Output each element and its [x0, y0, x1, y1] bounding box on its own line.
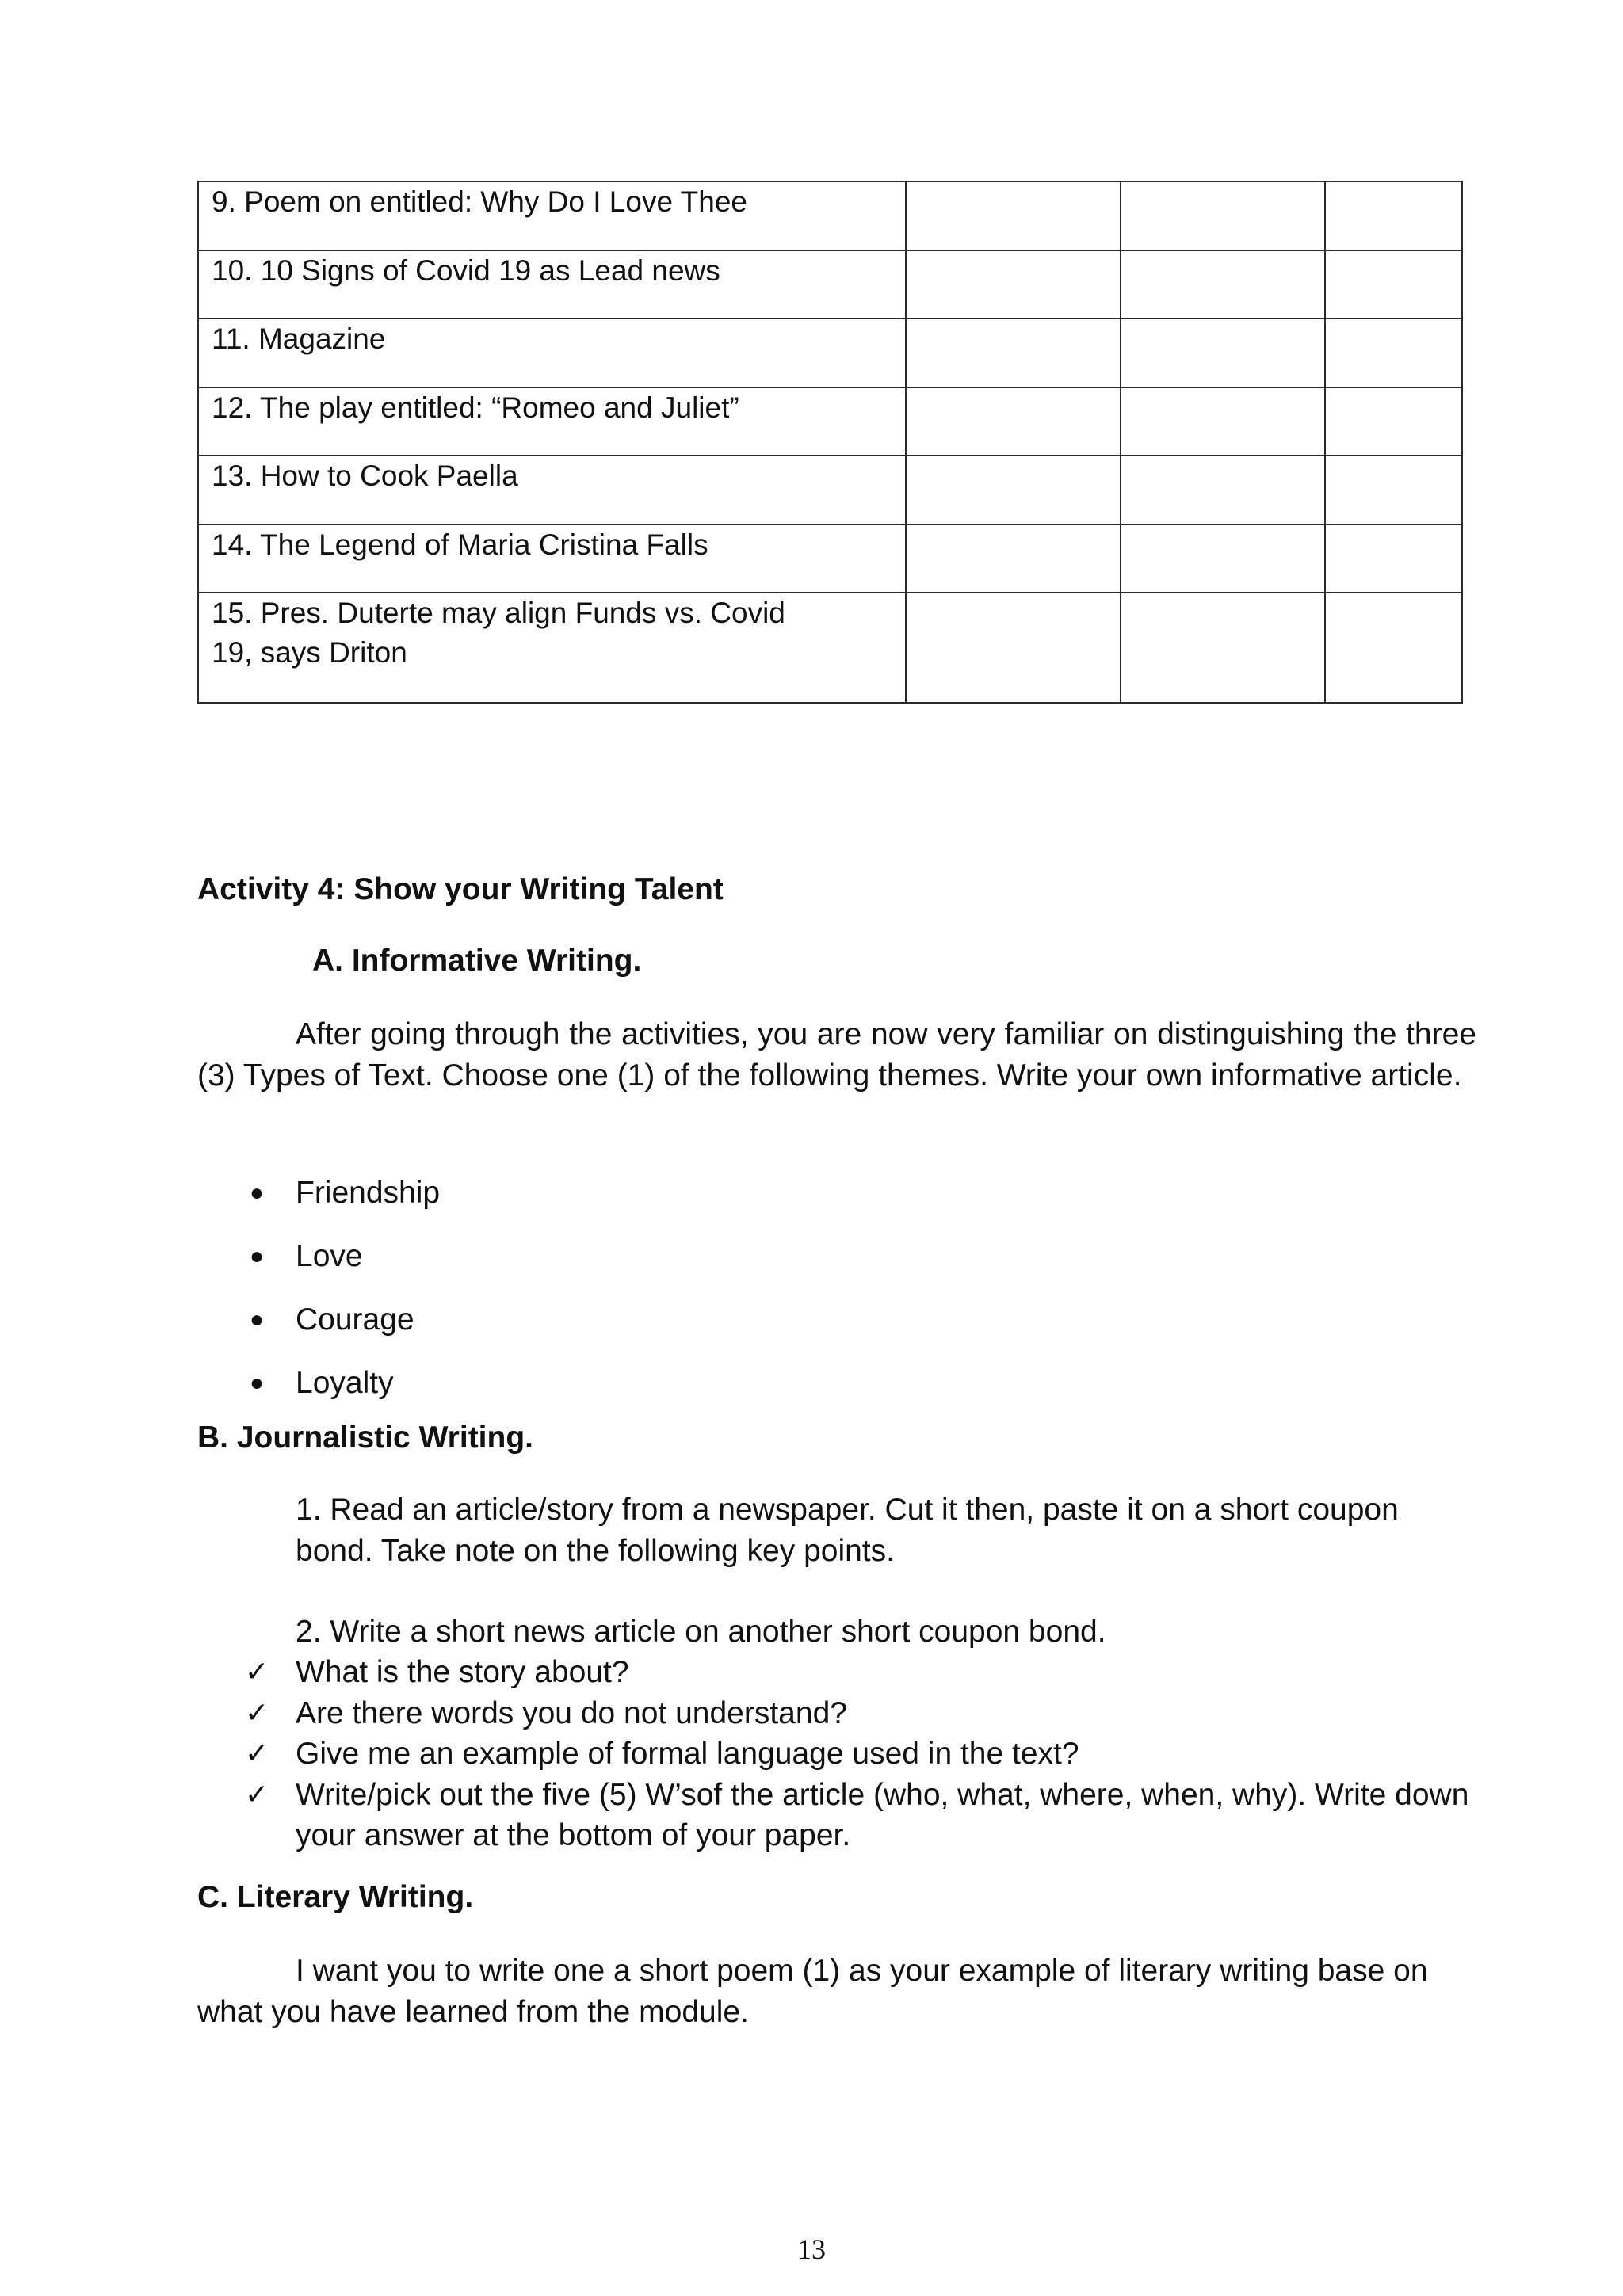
item-text: 13. How to Cook Paella: [212, 460, 518, 492]
checklist-text: What is the story about?: [296, 1655, 629, 1689]
table-cell-item: [198, 250, 906, 319]
table-cell-answer[interactable]: [1121, 250, 1325, 319]
table-cell-answer[interactable]: [906, 318, 1121, 387]
theme-label: Friendship: [296, 1176, 441, 1210]
table-cell-answer[interactable]: [906, 250, 1121, 319]
table-cell-answer[interactable]: [906, 387, 1121, 456]
table-row: [198, 181, 1462, 250]
list-item: [197, 1652, 1476, 1693]
section-b-heading: B. Journalistic Writing.: [197, 1421, 533, 1455]
checklist-text: Write/pick out the five (5) W’sof the article (who, what, where, when, why). Write down your answer at the bottom of your paper.: [296, 1777, 1469, 1852]
list-item: [197, 1173, 990, 1236]
table-cell-answer[interactable]: [906, 456, 1121, 524]
table-row: [198, 250, 1462, 319]
table-cell-answer[interactable]: [1325, 318, 1462, 387]
table-row: [198, 387, 1462, 456]
table-cell-item: [198, 524, 906, 593]
list-item: [197, 1299, 990, 1363]
bullet-icon: ●: [250, 1243, 265, 1269]
list-item: [197, 1775, 1476, 1856]
table-cell-answer[interactable]: [1121, 593, 1325, 703]
checklist-text: Are there words you do not understand?: [296, 1695, 847, 1730]
table-row: [198, 318, 1462, 387]
table-cell-answer[interactable]: [1325, 456, 1462, 524]
theme-label: Loyalty: [296, 1366, 394, 1400]
checkmark-icon: ✓: [245, 1737, 269, 1770]
section-a-paragraph: After going through the activities, you are now very familiar on distinguishing the three (3) Types of Text. Choose one (1) of the following themes. Write your own informative article.: [197, 1017, 1476, 1093]
section-b-step1: 1. Read an article/story from a newspaper. Cut it then, paste it on a short coupon bond. Take note on the following key points.: [296, 1493, 1399, 1568]
section-c-paragraph: I want you to write one a short poem (1) as your example of literary writing base on what you have learned from the module.: [197, 1954, 1428, 2029]
list-item: [197, 1733, 1476, 1775]
section-c-heading: C. Literary Writing.: [197, 1880, 474, 1914]
table-cell-answer[interactable]: [1325, 181, 1462, 250]
table-cell-answer[interactable]: [1121, 181, 1325, 250]
table-row: [198, 524, 1462, 593]
table-cell-answer[interactable]: [1121, 318, 1325, 387]
item-text: 12. The play entitled: “Romeo and Juliet”: [212, 391, 739, 424]
section-b-step2: 2. Write a short news article on another short coupon bond.: [296, 1615, 1106, 1649]
table-cell-answer[interactable]: [906, 593, 1121, 703]
list-item: [197, 1236, 990, 1299]
themes-list: [197, 1173, 990, 1426]
bullet-icon: ●: [250, 1180, 265, 1206]
table-cell-item: [198, 318, 906, 387]
item-text: 11. Magazine: [212, 322, 386, 355]
table-cell-answer[interactable]: [1325, 524, 1462, 593]
table-cell-answer[interactable]: [906, 181, 1121, 250]
list-item: [197, 1363, 990, 1426]
table-cell-item: [198, 593, 906, 703]
table-cell-answer[interactable]: [1121, 456, 1325, 524]
table-cell-item: [198, 181, 906, 250]
bullet-icon: ●: [250, 1306, 265, 1333]
table-cell-item: [198, 456, 906, 524]
checkmark-icon: ✓: [245, 1656, 269, 1688]
table-row: [198, 456, 1462, 524]
table-cell-answer[interactable]: [1325, 593, 1462, 703]
table-cell-answer[interactable]: [906, 524, 1121, 593]
item-text: 9. Poem on entitled: Why Do I Love Thee: [212, 185, 747, 218]
theme-label: Courage: [296, 1302, 414, 1337]
page-number: 13: [797, 2233, 826, 2265]
section-a-heading: A. Informative Writing.: [312, 944, 642, 978]
activity-title: Activity 4: Show your Writing Talent: [197, 872, 724, 906]
table-cell-answer[interactable]: [1325, 250, 1462, 319]
checklist-text: Give me an example of formal language used in the text?: [296, 1737, 1079, 1771]
table-row: [198, 593, 1462, 703]
text-types-table: [197, 181, 1463, 704]
table-cell-answer[interactable]: [1325, 387, 1462, 456]
table-cell-answer[interactable]: [1121, 524, 1325, 593]
table-cell-answer[interactable]: [1121, 387, 1325, 456]
key-points-checklist: [197, 1652, 1476, 1856]
table-cell-item: [198, 387, 906, 456]
bullet-icon: ●: [250, 1370, 265, 1396]
item-text: 14. The Legend of Maria Cristina Falls: [212, 528, 708, 561]
checkmark-icon: ✓: [245, 1778, 269, 1811]
item-text: 10. 10 Signs of Covid 19 as Lead news: [212, 254, 720, 287]
checkmark-icon: ✓: [245, 1696, 269, 1730]
item-text: 15. Pres. Duterte may align Funds vs. Covid 19, says Driton: [212, 597, 785, 669]
theme-label: Love: [296, 1239, 363, 1273]
list-item: [197, 1693, 1476, 1734]
